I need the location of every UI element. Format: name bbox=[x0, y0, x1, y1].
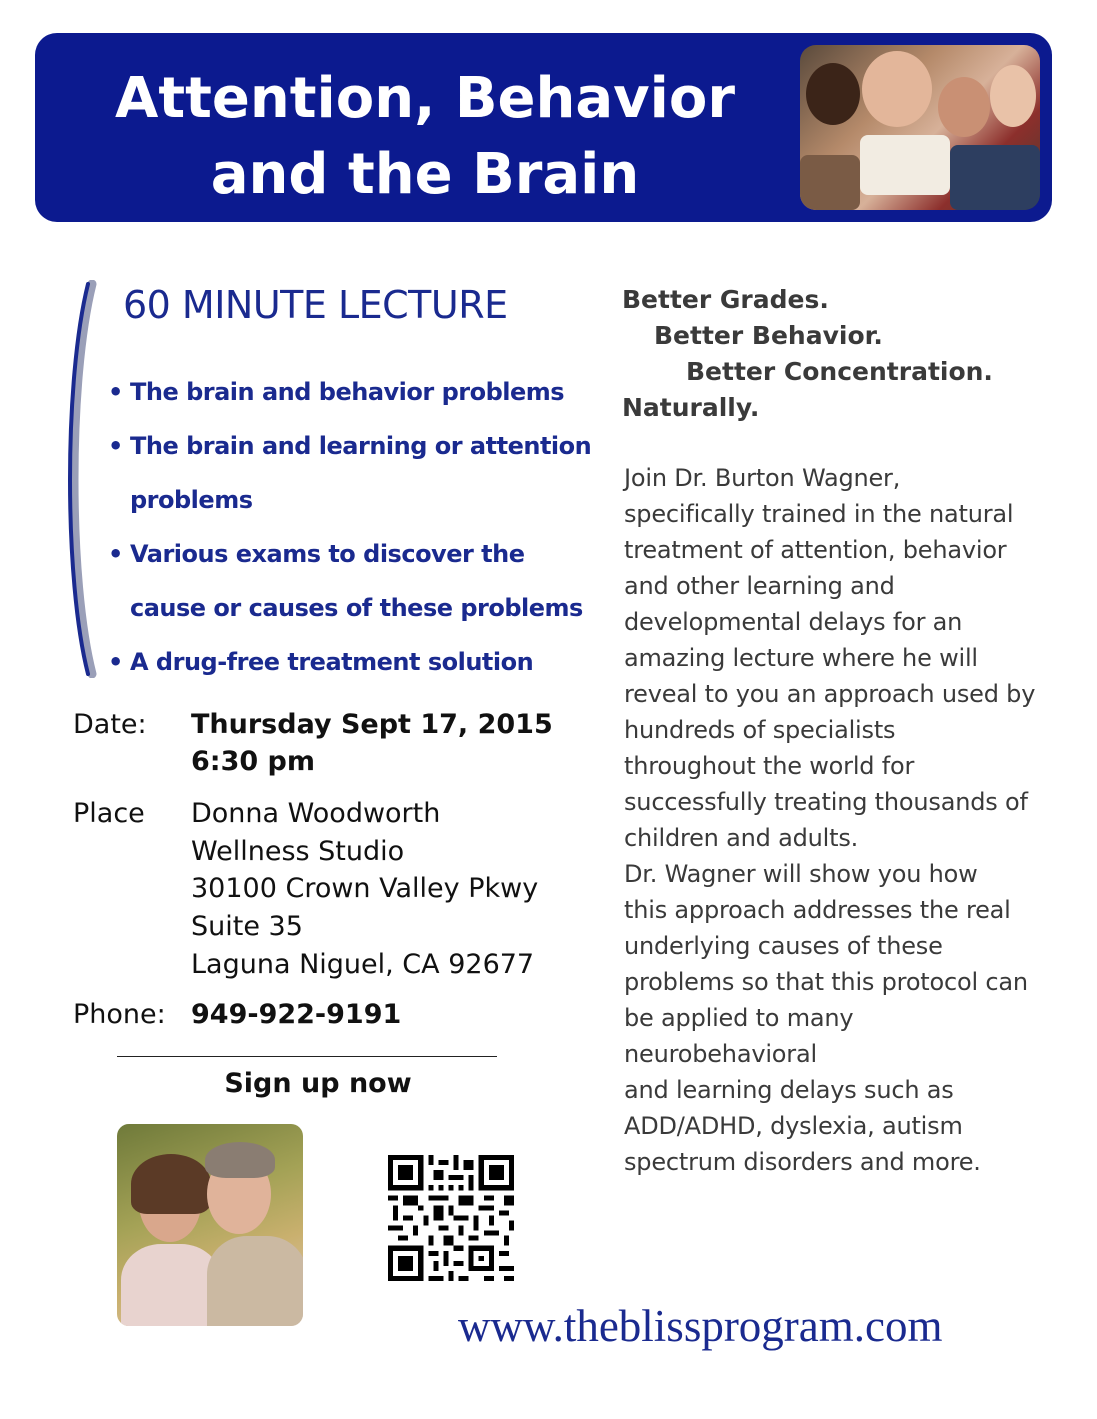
description-line: this approach addresses the real bbox=[624, 896, 1011, 924]
description-line: amazing lecture where he will bbox=[624, 644, 978, 672]
description-line: be applied to many bbox=[624, 1004, 854, 1032]
address-line: Wellness Studio bbox=[191, 836, 405, 867]
list-item: • A drug-free treatment solution bbox=[108, 648, 534, 676]
website-link[interactable]: www.theblissprogram.com bbox=[458, 1301, 943, 1351]
tagline-1: Better Grades. bbox=[622, 285, 829, 314]
couple-photo bbox=[117, 1124, 303, 1326]
tagline-2: Better Behavior. bbox=[654, 321, 883, 350]
address-line: Donna Woodworth bbox=[191, 798, 441, 829]
date-label: Date: bbox=[73, 709, 147, 740]
children-reading-photo bbox=[800, 45, 1040, 210]
list-item: • Various exams to discover the cause or causes of these problems bbox=[108, 540, 583, 622]
description-line: successfully treating thousands of bbox=[624, 788, 1028, 816]
list-item: • The brain and learning or attention problems bbox=[108, 432, 592, 514]
phone-number[interactable]: 949-922-9191 bbox=[191, 999, 402, 1030]
description-line: hundreds of specialists bbox=[624, 716, 896, 744]
address-line: Suite 35 bbox=[191, 911, 303, 942]
bracket-decoration bbox=[62, 280, 102, 678]
description-line: Join Dr. Burton Wagner, bbox=[624, 464, 901, 492]
description-line: Dr. Wagner will show you how bbox=[624, 860, 978, 888]
list-item: • The brain and behavior problems bbox=[108, 378, 565, 406]
description-line: children and adults. bbox=[624, 824, 859, 852]
title-line-1: Attention, Behavior bbox=[115, 66, 735, 131]
description-line: and learning delays such as bbox=[624, 1076, 954, 1104]
phone-label: Phone: bbox=[73, 999, 166, 1030]
lecture-topic-list bbox=[108, 365, 598, 689]
description-line: ADD/ADHD, dyslexia, autism bbox=[624, 1112, 963, 1140]
description-line: throughout the world for bbox=[624, 752, 915, 780]
time-value: 6:30 pm bbox=[191, 746, 316, 777]
description-line: specifically trained in the natural bbox=[624, 500, 1014, 528]
title-line-2: and the Brain bbox=[210, 142, 640, 207]
description-line: spectrum disorders and more. bbox=[624, 1148, 981, 1176]
description-line: underlying causes of these bbox=[624, 932, 943, 960]
sign-up-label: Sign up now bbox=[224, 1068, 412, 1099]
description-line: neurobehavioral bbox=[624, 1040, 817, 1068]
description bbox=[624, 460, 1054, 1180]
description-line: treatment of attention, behavior bbox=[624, 536, 1007, 564]
description-line: and other learning and bbox=[624, 572, 895, 600]
description-line: reveal to you an approach used by bbox=[624, 680, 1036, 708]
page-title bbox=[75, 61, 775, 213]
qr-code-icon[interactable] bbox=[388, 1155, 514, 1281]
tagline-3: Better Concentration. bbox=[686, 357, 993, 386]
lecture-heading: 60 MINUTE LECTURE bbox=[123, 283, 508, 327]
date-value: Thursday Sept 17, 2015 bbox=[191, 709, 553, 740]
address-line: Laguna Niguel, CA 92677 bbox=[191, 949, 535, 980]
description-line: developmental delays for an bbox=[624, 608, 963, 636]
address-line: 30100 Crown Valley Pkwy bbox=[191, 873, 539, 904]
description-line: problems so that this protocol can bbox=[624, 968, 1028, 996]
tagline-4: Naturally. bbox=[622, 393, 760, 422]
header-banner bbox=[35, 33, 1052, 222]
divider bbox=[117, 1056, 497, 1057]
place-label: Place bbox=[73, 798, 145, 829]
